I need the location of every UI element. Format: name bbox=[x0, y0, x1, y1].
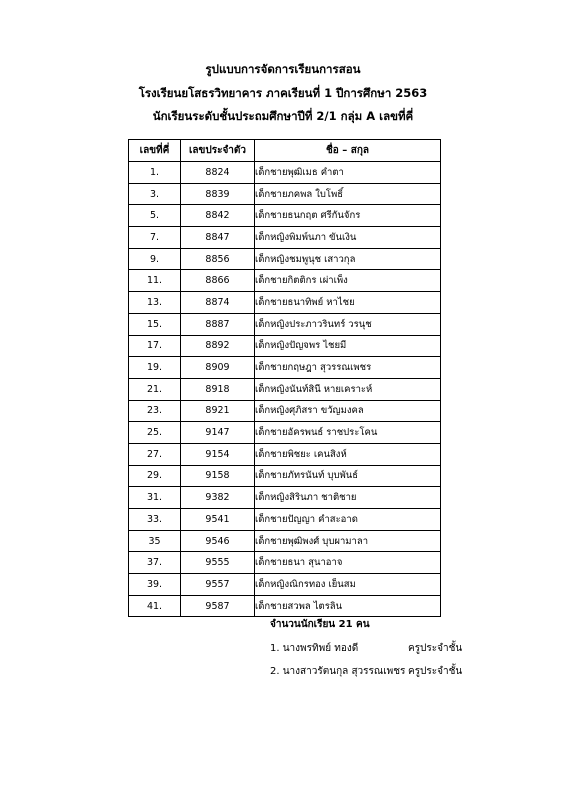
row-number: 27. bbox=[129, 443, 181, 465]
student-id: 8847 bbox=[181, 227, 255, 249]
row-number: 13. bbox=[129, 292, 181, 314]
student-name: เด็กชายสวพล ไตรลิน bbox=[255, 595, 441, 617]
table-row bbox=[129, 292, 441, 314]
table-row bbox=[129, 162, 441, 184]
document-title: รูปแบบการจัดการเรียนการสอน bbox=[205, 62, 361, 76]
student-name: เด็กชายพิชยะ เคนสิงห์ bbox=[255, 443, 441, 465]
student-name: เด็กชายธนา สุนาอาจ bbox=[255, 552, 441, 574]
student-id: 8842 bbox=[181, 205, 255, 227]
student-name: เด็กชายปัญญา คำสะอาด bbox=[255, 509, 441, 531]
student-id: 9158 bbox=[181, 465, 255, 487]
student-id: 8866 bbox=[181, 270, 255, 292]
school-term-heading: โรงเรียนยโสธรวิทยาคาร ภาคเรียนที่ 1 ปีการศึกษา 2563 bbox=[138, 86, 428, 100]
row-number: 21. bbox=[129, 378, 181, 400]
row-number: 35 bbox=[129, 530, 181, 552]
student-id: 9382 bbox=[181, 487, 255, 509]
table-row bbox=[129, 400, 441, 422]
teacher-name: 2. นางสาวรัตนกุล สุวรรณเพชร bbox=[270, 666, 406, 677]
class-group-heading: นักเรียนระดับชั้นประถมศึกษาปีที่ 2/1 กลุ่ม A เลขที่คี่ bbox=[152, 109, 414, 123]
student-id: 9587 bbox=[181, 595, 255, 617]
table-row bbox=[129, 227, 441, 249]
row-number: 41. bbox=[129, 595, 181, 617]
row-number: 29. bbox=[129, 465, 181, 487]
student-name: เด็กชายพุฒิเมธ คำตา bbox=[255, 162, 441, 184]
table-row bbox=[129, 335, 441, 357]
student-name: เด็กชายกิตติกร เผ่าเพ็ง bbox=[255, 270, 441, 292]
student-id: 9555 bbox=[181, 552, 255, 574]
teacher-line bbox=[270, 664, 463, 679]
student-name: เด็กหญิงปัญจพร ไชยมี bbox=[255, 335, 441, 357]
student-id: 8918 bbox=[181, 378, 255, 400]
row-number: 23. bbox=[129, 400, 181, 422]
student-id: 9557 bbox=[181, 574, 255, 596]
row-number: 3. bbox=[129, 183, 181, 205]
student-id: 9147 bbox=[181, 422, 255, 444]
teacher-name: 1. นางพรทิพย์ ทองดี bbox=[270, 643, 359, 654]
student-name: เด็กหญิงประภาวรินทร์ วรนุช bbox=[255, 313, 441, 335]
student-id: 8874 bbox=[181, 292, 255, 314]
student-name: เด็กหญิงศุภิสรา ขวัญมงคล bbox=[255, 400, 441, 422]
header-number: เลขที่คี่ bbox=[129, 140, 181, 162]
student-table bbox=[128, 139, 441, 617]
student-id: 9546 bbox=[181, 530, 255, 552]
row-number: 7. bbox=[129, 227, 181, 249]
student-id: 8824 bbox=[181, 162, 255, 184]
table-row bbox=[129, 248, 441, 270]
student-name: เด็กชายภัทรนันท์ บุบพันธ์ bbox=[255, 465, 441, 487]
row-number: 15. bbox=[129, 313, 181, 335]
table-row bbox=[129, 465, 441, 487]
student-id: 9154 bbox=[181, 443, 255, 465]
student-name: เด็กหญิงชมพูนุช เสาวกุล bbox=[255, 248, 441, 270]
table-header-row bbox=[129, 140, 441, 162]
student-name: เด็กชายอัครพนธ์ ราชประโคน bbox=[255, 422, 441, 444]
student-name: เด็กชายกฤษฎา สุวรรณเพชร bbox=[255, 357, 441, 379]
student-name: เด็กชายธนาทิพย์ หาไชย bbox=[255, 292, 441, 314]
table-row bbox=[129, 443, 441, 465]
student-id: 8887 bbox=[181, 313, 255, 335]
student-id: 8856 bbox=[181, 248, 255, 270]
student-count: จำนวนนักเรียน 21 คน bbox=[270, 619, 370, 630]
table-row bbox=[129, 422, 441, 444]
student-id: 9541 bbox=[181, 509, 255, 531]
table-row bbox=[129, 205, 441, 227]
table-row bbox=[129, 270, 441, 292]
row-number: 5. bbox=[129, 205, 181, 227]
student-id: 8892 bbox=[181, 335, 255, 357]
row-number: 19. bbox=[129, 357, 181, 379]
header-name: ชื่อ – สกุล bbox=[255, 140, 441, 162]
row-number: 37. bbox=[129, 552, 181, 574]
student-id: 8839 bbox=[181, 183, 255, 205]
student-name: เด็กชายธนกฤต ศรีกันจักร bbox=[255, 205, 441, 227]
table-row bbox=[129, 357, 441, 379]
student-name: เด็กชายภคพล ใบโพธิ์ bbox=[255, 183, 441, 205]
student-name: เด็กชายพุฒิพงศ์ บุบผามาลา bbox=[255, 530, 441, 552]
student-id: 8909 bbox=[181, 357, 255, 379]
student-name: เด็กหญิงนันท์สินี หายเคราะห์ bbox=[255, 378, 441, 400]
student-name: เด็กหญิงณิกรทอง เย็นสม bbox=[255, 574, 441, 596]
row-number: 11. bbox=[129, 270, 181, 292]
table-row bbox=[129, 530, 441, 552]
student-name: เด็กหญิงสิรินภา ชาติชาย bbox=[255, 487, 441, 509]
table-row bbox=[129, 595, 441, 617]
student-id: 8921 bbox=[181, 400, 255, 422]
teacher-role: ครูประจำชั้น bbox=[408, 666, 463, 677]
teacher-role: ครูประจำชั้น bbox=[408, 643, 463, 654]
table-row bbox=[129, 183, 441, 205]
table-row bbox=[129, 313, 441, 335]
row-number: 1. bbox=[129, 162, 181, 184]
table-row bbox=[129, 509, 441, 531]
table-row bbox=[129, 574, 441, 596]
table-row bbox=[129, 487, 441, 509]
row-number: 25. bbox=[129, 422, 181, 444]
student-name: เด็กหญิงพิมพ์นภา ขันเงิน bbox=[255, 227, 441, 249]
header-student-id: เลขประจำตัว bbox=[181, 140, 255, 162]
teacher-line bbox=[270, 641, 463, 656]
row-number: 9. bbox=[129, 248, 181, 270]
row-number: 33. bbox=[129, 509, 181, 531]
row-number: 17. bbox=[129, 335, 181, 357]
table-row bbox=[129, 378, 441, 400]
row-number: 31. bbox=[129, 487, 181, 509]
row-number: 39. bbox=[129, 574, 181, 596]
table-row bbox=[129, 552, 441, 574]
